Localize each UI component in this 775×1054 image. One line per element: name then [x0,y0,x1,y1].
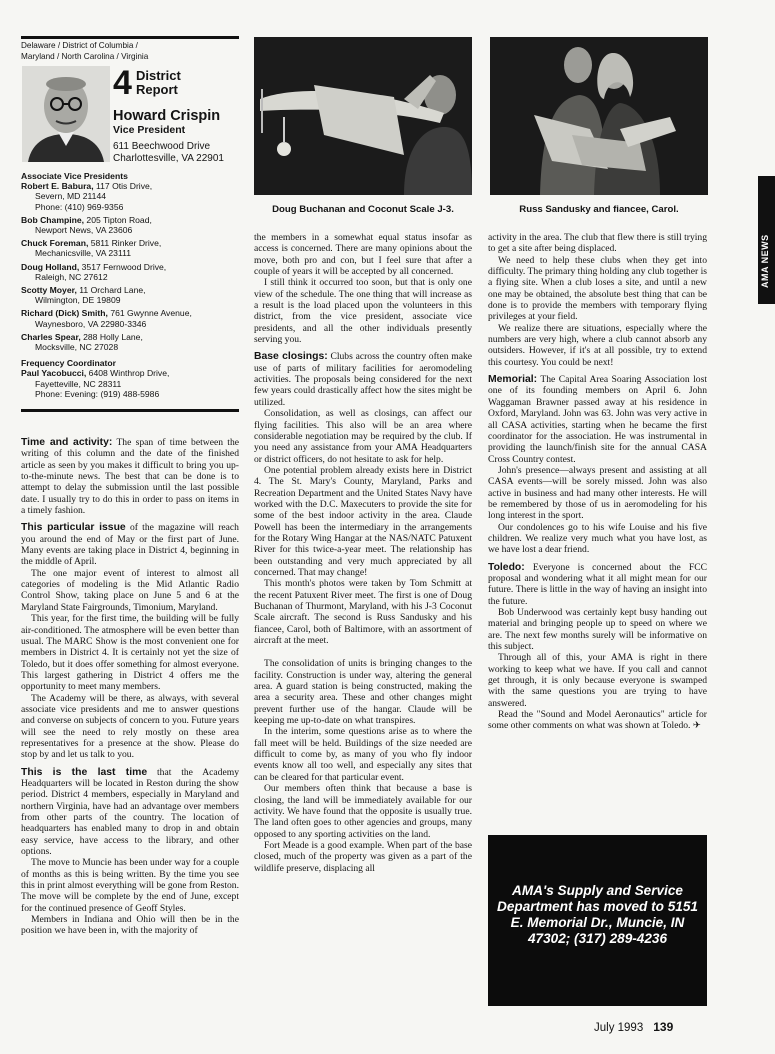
paragraph: The Capital Area Soaring Association lost one of its founding members on April 6. John Waggaman Brawner passed away at his residence in Oxford, Maryland. John was 63. John was very active in all CASA activities, starting when he became the first coordinator for the association. He was instrumental in providing the launch/finish site for the annual CASA Cross Country contest. [488,374,707,465]
associate-street: 761 Gwynne Avenue, [110,308,192,319]
coordinator-name: Paul Yacobucci, [21,368,87,379]
associate-name: Richard (Dick) Smith, [21,308,108,319]
associate-street: 11 Orchard Lane, [79,285,146,296]
coordinator-city: Fayetteville, NC 28311 [35,378,122,389]
notice-line-1: AMA's Supply and Service [512,883,683,898]
associate-street: 288 Holly Lane, [83,331,143,342]
paragraph: Clubs across the country often make use of parts of military facilities for aeromodeling activities. The proposals being considered for the next few years could drastically affect how the sites might be utilized. [254,351,473,408]
associate-name: Scotty Moyer, [21,285,77,296]
report-word: Report [136,82,178,97]
district-word: District [136,68,181,83]
paragraph: We need to help these clubs when they get into difficulty. The primary thing holding any club together is a flying site. When a club loses a site, and until a new one may be obtained, the absolute best thing that can be done is to provide the members with temporary flying privileges at your field. [488,254,707,323]
associate-entry [21,332,239,352]
photo-sandusky [490,37,708,195]
page-folio [594,1020,673,1034]
paragraph: activity in the area. The club that flew there is still trying to get a site after being displaced. [488,232,707,255]
paragraph: Our condolences go to his wife Louise and his five children. We realize very much what you have lost, as we have lost a dear friend. [488,521,707,556]
paragraph: Through all of this, your AMA is right in there working to keep what we have. If you call and cannot get through, it is only because everyone is swamped with the same questions you are trying to have answered. [488,652,707,709]
associate-name: Bob Champine, [21,214,85,225]
notice-line-2: Department has moved to 5151 [497,899,698,914]
page-number: 139 [653,1020,674,1034]
vp-portrait [22,66,110,162]
paragraph: This year, for the first time, the building will be fully air-conditioned. The atmosphere will be even better than usual. The MARC Show is the most convenient one for members in District 4. It is certainly not yet the size of Toledo, but it does offer something for almost everyone. This largest gathering in District 4 offers me the opportunity to meet many members. [21,613,239,693]
associate-phone: Phone: (410) 969-9356 [35,201,124,212]
vp-address [113,141,224,165]
associate-name: Doug Holland, [21,261,80,272]
district-title [136,69,181,97]
article-column-1 [21,437,239,937]
paragraph: Our members often think that because a base is closing, the land will be immediately available for our activity. We have found that the opposite is usually true. The land often goes to other agencies and groups, many opposed to any sporting activities on the land. [254,783,472,840]
associate-entry [21,308,239,328]
paragraph: Members in Indiana and Ohio will then be in the position we have been in, with the majority of [21,914,239,937]
paragraph: In the interim, some questions arise as to where the fall meet will be held. Buildings of the size needed are difficult to come by, as many of you who fly indoor events know all too well, and especially any sites that can be cleared for that particular event. [254,726,472,783]
photo-buchanan [254,37,472,195]
paragraph: This month's photos were taken by Tom Schmitt at the recent Patuxent River meet. The first is one of Doug Buchanan of Thurmont, Maryland, with his J-3 Coconut Scale aircraft. The second is Russ Sandusky and his fiancee, Carol, both of Baltimore, with an assortment of aircraft at the meet. [254,578,472,647]
states-line-2: Maryland / North Carolina / Virginia [21,52,149,61]
associate-street: 5811 Rinker Drive, [90,238,162,249]
subhead-memorial: Memorial: [488,374,538,386]
subhead-time-activity: Time and activity: [21,437,113,448]
vp-address-line-2: Charlottesville, VA 22901 [113,153,224,164]
paragraph: Fort Meade is a good example. When part of the base closed, much of the property was given as a part of the wildlife preserve, displacing all [254,839,472,874]
notice-line-4: 47302; (317) 289-4236 [527,931,668,946]
associate-name: Charles Spear, [21,331,81,342]
article-column-2 [254,232,472,874]
paragraph: The consolidation of units is bringing changes to the facility. Construction is under way, altering the general area. A guard station is being constructed, making the area a security area. These and other changes might prevent further use of the hangar. Claude will be keeping me up-to-date on what transpires. [254,658,472,727]
associates-heading: Associate Vice Presidents [21,171,128,181]
associate-vp-list [21,171,239,402]
district-states [21,40,239,62]
paragraph: of the magazine will reach you around the end of May or the first part of June. Many events are taking place in District 4, beginning in the middle of April. [21,522,239,568]
paragraph: I still think it occurred too soon, but that is only one view of the schedule. The one thing that will increase as a result is the load placed upon the volunteers in this district, from the vice president, associate vice presidents, and all the other individuals presently serving you. [254,277,472,346]
associate-city: Severn, MD 21144 [35,191,107,202]
associate-entry [21,262,239,282]
associate-city: Mocksville, NC 27028 [35,342,119,353]
associate-street: 205 Tipton Road, [86,214,152,225]
paragraph: One potential problem already exists here in District 4. The St. Mary's County, Maryland, Parks and Recreation Department and the United States Navy have worked with the D.C. Maxecuters to provide the site for some of the best indoor activity in the area. Claude Powell has been the intermediary in the arrangements for the Rotary Wing Hangar at the NAS/NATC Patuxent River for this twice-a-year meet. The relationship has been outstanding and very much appreciated by all concerned. That may change! [254,464,472,578]
associate-city: Mechanicsville, VA 23111 [35,248,132,259]
coordinator-phone: Phone: Evening: (919) 488-5986 [35,388,160,399]
article-column-3 [488,232,707,732]
paragraph: The span of time between the writing of this column and the date of the finished article as seen by you makes it difficult to bring you up-to-the-minute news. The best that can be done is to attempt to delay the submission until the last possible date. I usually try to do this in order to pass on items in a timely fashion. [21,437,240,517]
paragraph: John's presence—always present and assisting at all CASA events—will be sorely missed. John was also active in business and had many other interests. He will be remembered by those of us in aeromodeling for his long interest in the sport. [488,464,707,522]
issue-date: July 1993 [594,1022,644,1034]
associate-name: Chuck Foreman, [21,238,89,249]
subhead-particular-issue: This particular issue [21,522,126,534]
paragraph: Everyone is concerned about the FCC proposal and wondering what it all might mean for our future. There is little in the way of having an insight into the future. [488,561,708,607]
paragraph: the members in a somewhat equal status insofar as access is concerned. There are many opinions about the move, both pro and con, but I feel sure that after a couple of years it will be accepted by all concerned. [254,232,472,278]
coordinator-street: 6408 Winthrop Drive, [88,368,170,379]
states-line-1: Delaware / District of Columbia / [21,41,138,50]
associate-entry [21,181,239,212]
associate-street: 117 Otis Drive, [95,181,153,192]
associate-street: 3517 Fernwood Drive, [81,261,167,272]
paragraph: Consolidation, as well as closings, can affect our flying facilities. This also will be an area where considerable negotiation may be required by the club. If you need any assistance from your AMA Headquarters or district officers, do not hesitate to ask for help. [254,408,472,465]
district-number: 4 [113,64,132,102]
supply-service-notice [488,835,707,1006]
vp-address-line-1: 611 Beechwood Drive [113,141,211,152]
notice-text [494,883,701,947]
associate-city: Waynesboro, VA 22980-3346 [35,318,147,329]
associate-city: Wilmington, DE 19809 [35,295,121,306]
vp-title: Vice President [113,124,186,136]
associate-entry [21,285,239,305]
associate-entry [21,215,239,235]
paragraph: The one major event of interest to almost all categories of modeling is the Mid Atlantic Radio Control Show, taking place on June 5 and 6 at the Maryland State Fairgrounds, Timonium, Maryland. [21,567,239,613]
section-tab [758,176,775,304]
associate-entry [21,238,239,258]
frequency-coordinator-heading: Frequency Coordinator [21,358,117,369]
notice-line-3: E. Memorial Dr., Muncie, IN [510,915,685,930]
header-rule [21,36,239,39]
photo-buchanan-caption: Doug Buchanan and Coconut Scale J-3. [272,204,454,215]
subhead-toledo: Toledo: [488,561,525,573]
associate-name: Robert E. Babura, [21,181,94,192]
photo-sandusky-caption: Russ Sandusky and fiancee, Carol. [519,204,679,215]
frequency-coordinator-entry [21,368,239,399]
paragraph: The Academy will be there, as always, with several associate vice presidents and me to answer questions and converse on subjects of concern to you. Future years will see the need to rely mostly on these area representatives for a presence at the show. Please do stop by and let us talk to you. [21,692,239,761]
paragraph: We realize there are situations, especially where the numbers are very high, where a club cannot absorb any outsiders. However, if it's at all possible, try to extend this courtesy. You could be next! [488,322,707,368]
vp-name: Howard Crispin [113,108,221,124]
section-tab-label: AMA NEWS [760,234,770,288]
associate-city: Newport News, VA 23606 [35,225,133,236]
paragraph: that the Academy Headquarters will be located in Reston during the show period. District 4 members, especially in Maryland and northern Virginia, have had an advantage over members from other parts of the country. The location of headquarters has enabled many to drop in and obtain easy service, have access to the library, and other options. [21,766,239,858]
associate-city: Raleigh, NC 27612 [35,271,108,282]
paragraph: The move to Muncie has been under way for a couple of months as this is being written. By the time you see this in print almost everything will be gone from Reston. The move will be complete by the end of June, except for the continued presence of Geoff Styles. [21,857,239,914]
sidebar-bottom-rule [21,409,239,412]
subhead-last-time: This is the last time [21,766,148,778]
subhead-base-closings: Base closings: [254,351,328,363]
paragraph: Read the "Sound and Model Aeronautics" article for some other comments on what was shown at Toledo. ✈ [488,709,707,732]
paragraph: Bob Underwood was certainly kept busy handing out material and bringing people up to speed on where we are. The next few months surely will be informative on this subject. [488,607,707,653]
